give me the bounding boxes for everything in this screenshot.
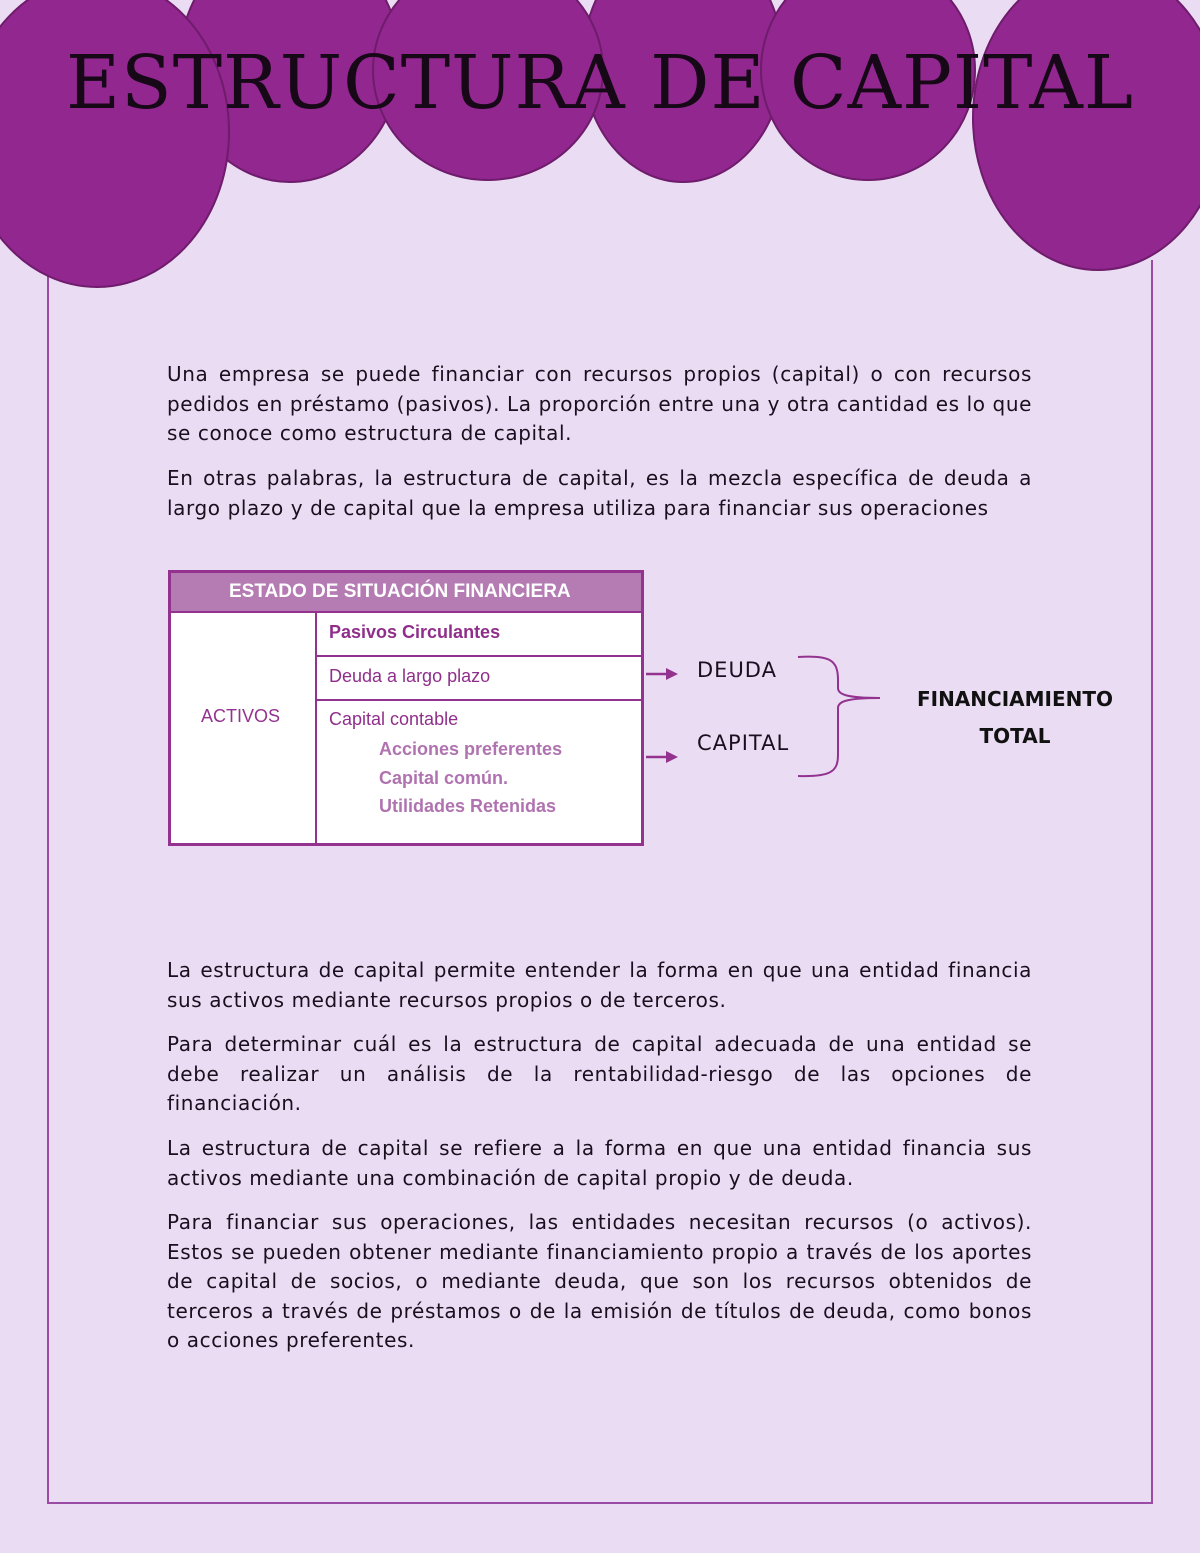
body-paragraph-3: La estructura de capital se refiere a la forma en que una entidad financia sus activos mediante una combinación de capital propio y de deuda. [167, 1136, 1032, 1190]
pasivos-circulantes-cell: Pasivos Circulantes [317, 613, 641, 657]
balance-sheet-title: ESTADO DE SITUACIÓN FINANCIERA [171, 573, 641, 613]
capital-contable-cell [317, 701, 641, 843]
capital-item: Acciones preferentes [379, 739, 563, 759]
intro-paragraph-1: Una empresa se puede financiar con recursos propios (capital) o con recursos pedidos en préstamo (pasivos). La proporción entre una y otra cantidad es lo que se conoce como estructura de capital. [167, 362, 1033, 445]
deuda-largo-plazo-cell: Deuda a largo plazo [317, 657, 641, 701]
body-paragraph-4: Para financiar sus operaciones, las entidades necesitan recursos (o activos). Estos se pueden obtener mediante financiamiento propio a través de los aportes de capital de socios, o mediante deuda, que son los recursos obtenidos de terceros a través de préstamos o de la emisión de títulos de deuda, como bonos o acciones preferentes. [167, 1210, 1032, 1352]
capital-item: Utilidades Retenidas [379, 796, 557, 816]
capital-label: CAPITAL [697, 731, 790, 755]
capital-arrow-head [666, 751, 678, 763]
body-paragraph-1: La estructura de capital permite entender la forma en que una entidad financia sus activos mediante recursos propios o de terceros. [167, 958, 1032, 1012]
capital-item: Capital común. [379, 767, 509, 788]
financiamiento-total-label [905, 681, 1125, 755]
deuda-label: DEUDA [697, 658, 777, 682]
deuda-arrow-head [666, 668, 678, 680]
activos-label: ACTIVOS [201, 706, 281, 726]
body-paragraph-2: Para determinar cuál es la estructura de capital adecuada de una entidad se debe realizar un análisis de la rentabilidad-riesgo de las opciones de financiación. [167, 1032, 1032, 1115]
balance-sheet-table [168, 570, 644, 846]
financiamiento-label: FINANCIAMIENTO [916, 687, 1114, 711]
curly-brace [798, 657, 880, 777]
activos-column [171, 613, 317, 843]
capital-contable-label: Capital contable [329, 709, 459, 729]
total-label: TOTAL [979, 724, 1051, 748]
intro-paragraph-2: En otras palabras, la estructura de capital, es la mezcla específica de deuda a largo plazo y de capital que la empresa utiliza para financiar sus operaciones [167, 466, 1032, 520]
page-title: ESTRUCTURA DE CAPITAL [65, 40, 1135, 126]
